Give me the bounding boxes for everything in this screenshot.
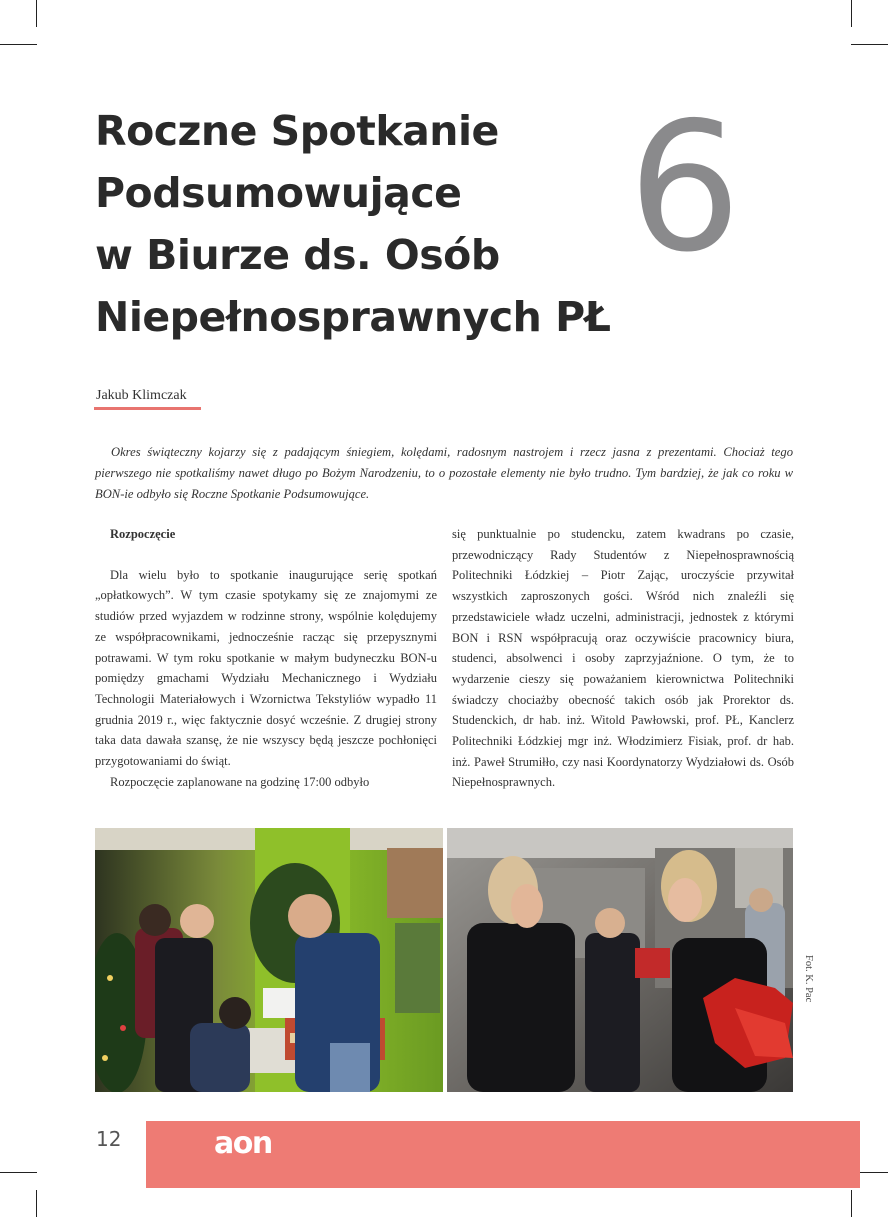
chapter-number: 6 bbox=[628, 84, 742, 291]
title-line: Niepełnosprawnych PŁ bbox=[95, 293, 611, 341]
body-paragraph: Rozpoczęcie zaplanowane na godzinę 17:00 odbyło bbox=[110, 774, 370, 789]
photo-right bbox=[445, 828, 793, 1092]
right-column bbox=[452, 524, 794, 793]
event-photos bbox=[95, 828, 793, 1092]
crop-mark bbox=[36, 1190, 37, 1217]
photo-strip bbox=[95, 828, 793, 1092]
crop-mark bbox=[0, 44, 37, 45]
author-underline bbox=[94, 407, 201, 410]
footer-band bbox=[146, 1121, 860, 1188]
author-name: Jakub Klimczak bbox=[96, 388, 187, 403]
photo-credit: Fot. K. Pac bbox=[803, 955, 814, 1003]
crop-mark bbox=[851, 1190, 852, 1217]
crop-mark bbox=[36, 0, 37, 27]
crop-mark bbox=[0, 1172, 37, 1173]
title-line: Podsumowujące bbox=[95, 169, 462, 217]
page-number: 12 bbox=[96, 1127, 122, 1151]
body-paragraph: Dla wielu było to spotkanie inaugurujące serię spotkań „opłatkowych”. W tym czasie spotykamy się ze znajomymi ze studiów przed wyjazdem w rodzinne strony, wspólnie kolędujemy ze współpracownikami, jednocześnie racząc się przepysznymi potrawami. W tym roku spotkanie w małym budyneczku BON-u pomiędzy gmachami Wydziału Mechanicznego i Wydziału Technologii Materiałowych i Wzornictwa Tekstyliów wypadło 11 grudnia 2019 r., więc faktycznie dosyć wcześnie. Z drugiej strony taka data dawała szansę, że nie wszyscy będą jeszcze pochłonięci przygotowaniami do świąt. bbox=[95, 567, 437, 769]
title-line: Roczne Spotkanie bbox=[95, 107, 499, 155]
article-title bbox=[95, 100, 610, 348]
left-column bbox=[95, 524, 437, 792]
article-lead: Okres świąteczny kojarzy się z padającym śniegiem, kolędami, radosnym nastrojem i rzecz jasna z prezentami. Chociaż tego pierwszego nie spotkaliśmy nawet długo po Bożym Narodzeniu, to o pozostałe elementy nie było trudno. Tym bardziej, że jak co roku w BON-ie odbyło się Roczne Spotkanie Podsumowujące. bbox=[95, 445, 793, 501]
section-heading: Rozpoczęcie bbox=[110, 527, 176, 541]
body-paragraph: się punktualnie po studencku, zatem kwadrans po czasie, przewodniczący Rady Studentów z Niepełnosprawnością Politechniki Łódzkiej – Piotr Zając, uroczyście przywitał wszystkich zaproszonych gości. Wśród nich znaleźli się przedstawiciele władz uczelni, administracji, jednostek z którymi BON i RSN współpracują oraz oczywiście pracownicy biura, studenci, absolwenci i osoby zaprzyjaźnione. O tym, że to wydarzenie cieszy się poważaniem kierownictwa Politechniki świadczy chociażby obecność takich osób jak Prorektor ds. Studenckich, dr hab. inż. Witold Pawłowski, prof. PŁ, Kanclerz Politechniki Łódzkiej mgr inż. Włodzimierz Fisiak, prof. dr hab. inż. Paweł Strumiłło, czy nasi Koordynatorzy Wydziałowi ds. Osób Niepełnosprawnych. bbox=[452, 527, 794, 790]
title-line: w Biurze ds. Osób bbox=[95, 231, 500, 279]
photo-left bbox=[95, 828, 445, 1092]
crop-mark bbox=[851, 0, 852, 27]
aon-logo: aon bbox=[214, 1126, 272, 1161]
crop-mark bbox=[851, 44, 888, 45]
